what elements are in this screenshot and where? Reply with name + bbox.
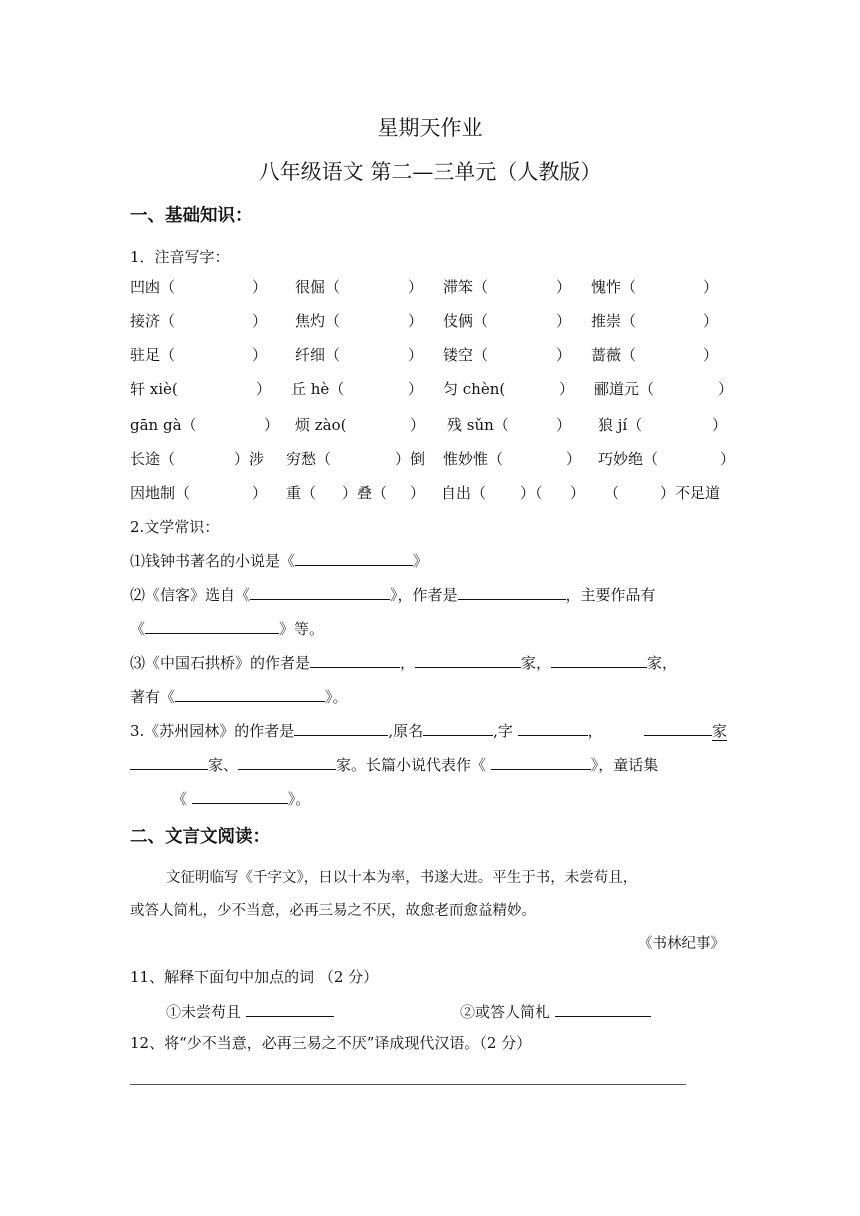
q11-item-a: ①未尝苟且 bbox=[166, 1004, 334, 1020]
q1-item: gān gà（ bbox=[130, 416, 197, 434]
q1-item-close: ） bbox=[252, 278, 268, 296]
q1-item-close: ） bbox=[264, 416, 280, 434]
answer-blank[interactable] bbox=[555, 1004, 651, 1017]
q1-item: 愧怍（ bbox=[591, 278, 637, 296]
answer-line[interactable] bbox=[130, 1084, 686, 1085]
q12-label: 12、将“少不当意，必再三易之不厌”译成现代汉语。（2 分） bbox=[130, 1034, 532, 1052]
section-heading-classical: 二、文言文阅读： bbox=[130, 827, 270, 847]
q1-item: 伎俩（ bbox=[443, 312, 489, 330]
answer-blank[interactable] bbox=[518, 723, 588, 736]
q2-item-2-cont: 《 》等。 bbox=[130, 620, 325, 638]
q1-item: 因地制（ bbox=[130, 484, 191, 502]
q1-item-close: ） bbox=[408, 278, 424, 296]
q1-item: 郦道元（ bbox=[594, 380, 655, 398]
answer-blank[interactable] bbox=[423, 723, 493, 736]
q1-item: 烦 zào( bbox=[295, 416, 347, 434]
q1-item: 自出（ bbox=[441, 484, 487, 502]
answer-blank[interactable] bbox=[295, 553, 413, 566]
answer-blank[interactable] bbox=[130, 757, 208, 770]
answer-blank[interactable] bbox=[491, 757, 591, 770]
q11-item-b: ②或答人简札 bbox=[460, 1004, 651, 1020]
answer-blank[interactable] bbox=[644, 723, 712, 736]
q1-item-close: ） bbox=[256, 380, 272, 398]
q1-item: 重（ bbox=[286, 484, 317, 502]
q1-item: 接济（ bbox=[130, 312, 176, 330]
q1-item-close: ） bbox=[712, 416, 728, 434]
q1-item: 纤细（ bbox=[295, 346, 341, 364]
q1-item: 凹凼（ bbox=[130, 278, 176, 296]
answer-blank[interactable] bbox=[145, 621, 279, 634]
q1-item-close: ） bbox=[703, 346, 719, 364]
answer-blank[interactable] bbox=[238, 757, 336, 770]
q1-item-close: ） bbox=[703, 278, 719, 296]
q1-item: 惟妙惟（ bbox=[443, 450, 504, 468]
q1-item: 很倔（ bbox=[295, 278, 341, 296]
answer-blank[interactable] bbox=[294, 723, 388, 736]
q1-item-close: ）涉 bbox=[234, 450, 265, 468]
page-title: 星期天作业 bbox=[377, 116, 483, 140]
q1-item: ）叠（ bbox=[342, 484, 388, 502]
q1-item-close: ）倒 bbox=[395, 450, 426, 468]
q1-item: 残 sǔn（ bbox=[447, 416, 509, 434]
passage-source: 《书林纪事》 bbox=[638, 936, 725, 952]
page-subtitle: 八年级语文 第二—三单元（人教版） bbox=[258, 160, 602, 184]
q3-line-1-end: 家 bbox=[644, 723, 727, 739]
answer-blank[interactable] bbox=[458, 587, 566, 600]
q3-line-2: 家、 家。长篇小说代表作《 》，童话集 bbox=[130, 757, 658, 773]
q1-item: 穷愁（ bbox=[286, 450, 332, 468]
q1-item-close: ） bbox=[252, 312, 268, 330]
q1-item: 焦灼（ bbox=[295, 312, 341, 330]
q1-item-close: ） bbox=[559, 380, 575, 398]
q1-item-close: ） bbox=[556, 278, 572, 296]
q2-item-2: ⑵《信客》选自《 》，作者是 ，主要作品有 bbox=[130, 586, 656, 604]
q1-item-close: ） bbox=[252, 484, 268, 502]
q1-item-close: ） bbox=[408, 312, 424, 330]
q1-item-close: ） bbox=[570, 484, 586, 502]
q1-item: 长途（ bbox=[130, 450, 176, 468]
q2-item-3-cont: 著有《 》。 bbox=[130, 688, 348, 706]
q1-item: （ bbox=[604, 484, 620, 502]
q1-item-close: ） bbox=[703, 312, 719, 330]
q1-item-close: ） bbox=[408, 380, 424, 398]
q1-item-close: ） bbox=[556, 416, 572, 434]
q2-item-1: ⑴钱钟书著名的小说是《 》 bbox=[130, 552, 429, 570]
q3-line-3: 《 》。 bbox=[172, 790, 311, 808]
q2-item-3: ⑶《中国石拱桥》的作者是 ， 家， 家， bbox=[130, 654, 678, 672]
q1-item-close: ） bbox=[566, 450, 582, 468]
section-heading-basics: 一、基础知识： bbox=[130, 206, 253, 226]
q1-item: 巧妙绝（ bbox=[598, 450, 659, 468]
passage-line-2: 或答人简札，少不当意，必再三易之不厌，故愈老而愈益精妙。 bbox=[130, 903, 536, 919]
q11-label: 11、解释下面句中加点的词 （2 分） bbox=[130, 968, 379, 986]
q1-item: ）（ bbox=[520, 484, 543, 502]
q1-label: 1．注音写字： bbox=[130, 248, 230, 266]
q1-item-close: ） bbox=[252, 346, 268, 364]
q2-label: 2.文学常识： bbox=[130, 518, 220, 536]
q3-line-1: 3.《苏州园林》的作者是 ,原名 ,字 ， bbox=[130, 722, 603, 740]
answer-blank[interactable] bbox=[415, 655, 521, 668]
q1-item: 滞笨（ bbox=[443, 278, 489, 296]
q1-item-close: ） bbox=[556, 312, 572, 330]
q1-item-close: ） bbox=[410, 416, 426, 434]
answer-blank[interactable] bbox=[310, 655, 400, 668]
q1-item-close: ） bbox=[556, 346, 572, 364]
answer-blank[interactable] bbox=[192, 791, 288, 804]
answer-blank[interactable] bbox=[250, 587, 390, 600]
answer-blank[interactable] bbox=[246, 1004, 334, 1017]
q1-item: 镂空（ bbox=[443, 346, 489, 364]
q1-item: 蔷薇（ bbox=[591, 346, 637, 364]
q1-item: 驻足（ bbox=[130, 346, 176, 364]
q1-item-close: ） bbox=[410, 484, 426, 502]
q1-item: 狼 jí（ bbox=[598, 416, 643, 434]
answer-blank[interactable] bbox=[175, 689, 325, 702]
passage-line-1: 文征明临写《千字文》，日以十本为率，书遂大进。平生于书，未尝苟且， bbox=[166, 870, 638, 886]
q1-item: 轩 xiè( bbox=[130, 380, 178, 398]
q1-item-close: ） bbox=[718, 380, 734, 398]
q1-item: 丘 hè（ bbox=[291, 380, 345, 398]
answer-blank[interactable] bbox=[551, 655, 647, 668]
q1-item-close: ） bbox=[720, 450, 736, 468]
q1-item-close: ）不足道 bbox=[660, 484, 721, 502]
q1-item-close: ） bbox=[408, 346, 424, 364]
q1-item: 推崇（ bbox=[591, 312, 637, 330]
q1-item: 匀 chèn( bbox=[443, 380, 506, 398]
